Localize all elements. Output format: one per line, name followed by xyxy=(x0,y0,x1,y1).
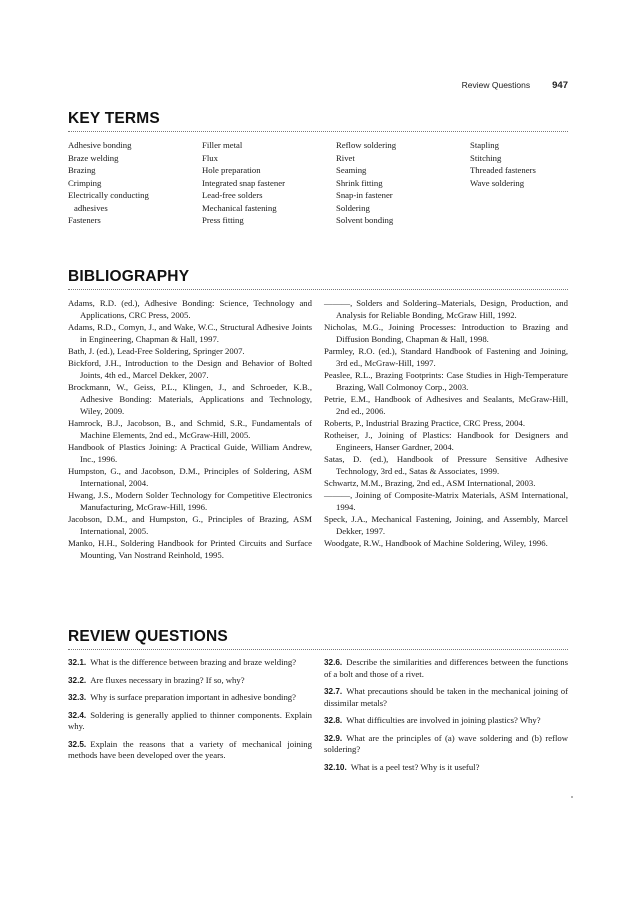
question-text: What precautions should be taken in the mechanical joining of dissimilar metals? xyxy=(324,686,568,708)
key-term: Press fitting xyxy=(202,215,244,225)
bibliography-entry: Nicholas, M.G., Joining Processes: Introduction to Brazing and Diffusion Bonding, Chapman & Hall, 1998. xyxy=(324,322,568,344)
review-questions-section xyxy=(68,628,568,779)
bibliography-right-column xyxy=(324,297,568,561)
key-term: Filler metal xyxy=(202,140,243,150)
key-term: Electrically conducting xyxy=(68,190,149,200)
key-term: Snap-in fastener xyxy=(336,190,393,200)
question-number: 32.4. xyxy=(68,710,87,720)
bibliography-entry: Roberts, P., Industrial Brazing Practice, CRC Press, 2004. xyxy=(324,418,525,428)
question-number: 32.3. xyxy=(68,693,87,702)
question-number: 32.1. xyxy=(68,658,87,667)
section-divider xyxy=(68,131,568,132)
question-number: 32.5. xyxy=(68,739,87,749)
key-term: Hole preparation xyxy=(202,165,261,175)
key-terms-column xyxy=(68,139,202,227)
review-question xyxy=(324,762,568,774)
key-terms-heading: KEY TERMS xyxy=(68,110,160,127)
question-number: 32.8. xyxy=(324,716,343,725)
review-question xyxy=(68,657,312,669)
bibliography-entry: Woodgate, R.W., Handbook of Machine Soldering, Wiley, 1996. xyxy=(324,538,548,548)
question-text: What are the principles of (a) wave soldering and (b) reflow soldering? xyxy=(324,732,568,754)
key-term: Flux xyxy=(202,152,218,163)
bibliography-entry: ———, Solders and Soldering–Materials, Design, Production, and Analysis for Reliable Bonding, McGraw Hill, 1992. xyxy=(324,298,568,320)
key-term: Threaded fasteners xyxy=(470,165,536,175)
question-number: 32.7. xyxy=(324,687,343,696)
review-questions-right-column xyxy=(324,657,568,779)
review-question xyxy=(68,692,312,704)
key-terms-column xyxy=(202,139,336,227)
key-term: Stitching xyxy=(470,152,502,163)
bibliography-entry: Adams, R.D., Comyn, J., and Wake, W.C., Structural Adhesive Joints in Engineering, Chapman & Hall, 1997. xyxy=(68,322,312,344)
key-term: Wave soldering xyxy=(470,177,525,188)
question-text: Describe the similarities and differences between the functions of a bolt and those of a rivet. xyxy=(324,657,568,679)
question-number: 32.9. xyxy=(324,733,343,743)
bibliography-entry: ———, Joining of Composite-Matrix Materials, ASM International, 1994. xyxy=(324,490,568,512)
bibliography-entry: Brockmann, W., Geiss, P.L., Klingen, J., and Schroeder, K.B., Adhesive Bonding: Materials, Applications and Technology, Wiley, 2009. xyxy=(68,382,312,416)
question-text: Are fluxes necessary in brazing? If so, why? xyxy=(90,674,245,685)
question-text: What is a peel test? Why is it useful? xyxy=(350,761,480,772)
bibliography-entry: Peaslee, R.L., Brazing Footprints: Case Studies in High-Temperature Brazing, Wall Colmonoy Corp., 2003. xyxy=(324,370,568,392)
bibliography-entry: Parmley, R.O. (ed.), Standard Handbook of Fastening and Joining, 3rd ed., McGraw-Hill, 1997. xyxy=(324,346,568,368)
question-text: What difficulties are involved in joining plastics? Why? xyxy=(346,715,541,725)
bibliography-entry: Jacobson, D.M., and Humpston, G., Principles of Brazing, ASM International, 2005. xyxy=(68,514,312,536)
review-questions-left-column xyxy=(68,657,312,779)
key-terms-column xyxy=(470,139,568,227)
bibliography-entry: Manko, H.H., Soldering Handbook for Printed Circuits and Surface Mounting, Van Nostrand Reinhold, 1995. xyxy=(68,538,312,560)
key-terms-grid xyxy=(68,139,568,227)
key-term: Stapling xyxy=(470,140,499,150)
key-terms-section xyxy=(68,110,568,227)
key-term: Rivet xyxy=(336,152,355,163)
key-term: Soldering xyxy=(336,202,370,213)
bibliography-left-column xyxy=(68,297,312,561)
question-text: Why is surface preparation important in adhesive bonding? xyxy=(90,692,296,702)
review-question xyxy=(68,710,312,733)
bibliography-section xyxy=(68,268,568,561)
key-term: Braze welding xyxy=(68,152,119,163)
key-term: Shrink fitting xyxy=(336,177,383,188)
review-question xyxy=(68,739,312,762)
key-term: Seaming xyxy=(336,165,367,175)
bibliography-columns xyxy=(68,297,568,561)
page-number: 947 xyxy=(552,80,568,91)
review-question xyxy=(68,675,312,687)
section-divider xyxy=(68,649,568,650)
key-term: Brazing xyxy=(68,165,96,175)
question-text: What is the difference between brazing and braze welding? xyxy=(90,657,297,667)
bibliography-entry: Speck, J.A., Mechanical Fastening, Joining, and Assembly, Marcel Dekker, 1997. xyxy=(324,514,568,536)
review-question xyxy=(324,733,568,756)
key-terms-column xyxy=(336,139,470,227)
review-question xyxy=(324,686,568,709)
key-term: Solvent bonding xyxy=(336,215,394,225)
bibliography-entry: Satas, D. (ed.), Handbook of Pressure Sensitive Adhesive Technology, 3rd ed., Satas & Associates, 1999. xyxy=(324,454,568,476)
key-term: Mechanical fastening xyxy=(202,202,277,213)
review-question xyxy=(324,657,568,680)
question-text: Explain the reasons that a variety of mechanical joining methods have been developed over the years. xyxy=(68,738,312,760)
bibliography-entry: Bath, J. (ed.), Lead-Free Soldering, Springer 2007. xyxy=(68,346,245,356)
key-term: Adhesive bonding xyxy=(68,140,132,150)
review-questions-heading: REVIEW QUESTIONS xyxy=(68,628,228,645)
question-number: 32.2. xyxy=(68,675,87,685)
question-number: 32.6. xyxy=(324,658,343,667)
running-head xyxy=(462,80,568,91)
key-term: Fasteners xyxy=(68,215,101,225)
key-term: Lead-free solders xyxy=(202,190,263,200)
key-term: Reflow soldering xyxy=(336,140,397,150)
bibliography-entry: Handbook of Plastics Joining: A Practical Guide, William Andrew, Inc., 1996. xyxy=(68,442,312,464)
bibliography-entry: Hwang, J.S., Modern Solder Technology for Competitive Electronics Manufacturing, McGraw-Hill, 1996. xyxy=(68,490,312,512)
section-divider xyxy=(68,289,568,290)
review-question xyxy=(324,715,568,727)
bibliography-entry: Rotheiser, J., Joining of Plastics: Handbook for Designers and Engineers, Hanser Gardner, 2004. xyxy=(324,430,568,452)
key-term: Crimping xyxy=(68,177,102,188)
bibliography-entry: Humpston, G., and Jacobson, D.M., Principles of Soldering, ASM International, 2004. xyxy=(68,466,312,488)
bibliography-entry: Adams, R.D. (ed.), Adhesive Bonding: Science, Technology and Applications, CRC Press, 2005. xyxy=(68,298,312,320)
key-term: adhesives xyxy=(74,202,108,213)
question-number: 32.10. xyxy=(324,762,347,772)
bibliography-heading: BIBLIOGRAPHY xyxy=(68,268,190,285)
bibliography-entry: Hamrock, B.J., Jacobson, B., and Schmid, S.R., Fundamentals of Machine Elements, 2nd ed., McGraw-Hill, 2005. xyxy=(68,418,312,440)
review-questions-columns xyxy=(68,657,568,779)
key-term: Integrated snap fastener xyxy=(202,177,285,188)
bibliography-entry: Schwartz, M.M., Brazing, 2nd ed., ASM International, 2003. xyxy=(324,478,536,488)
stray-mark xyxy=(571,796,573,798)
running-head-title: Review Questions xyxy=(461,80,531,90)
question-text: Soldering is generally applied to thinner components. Explain why. xyxy=(68,709,312,731)
bibliography-entry: Bickford, J.H., Introduction to the Design and Behavior of Bolted Joints, 4th ed., Marcel Dekker, 2007. xyxy=(68,358,312,380)
bibliography-entry: Petrie, E.M., Handbook of Adhesives and Sealants, McGraw-Hill, 2nd ed., 2006. xyxy=(324,394,568,416)
